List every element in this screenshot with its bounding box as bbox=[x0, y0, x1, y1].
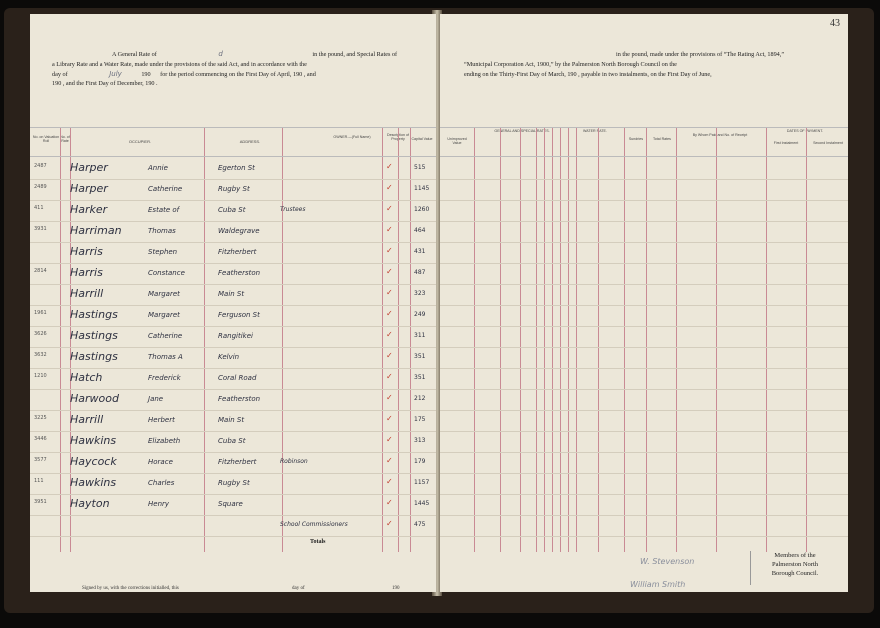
address: Featherston bbox=[218, 269, 261, 277]
column-header: WATER RATE. bbox=[583, 129, 607, 133]
right-page-header bbox=[464, 50, 840, 79]
occupier-firstname: Herbert bbox=[148, 416, 175, 424]
table-row bbox=[30, 200, 436, 222]
check-mark-icon: ✓ bbox=[386, 477, 393, 486]
page-number: 43 bbox=[830, 18, 840, 29]
occupier-surname: Hawkins bbox=[70, 476, 117, 489]
right-page bbox=[440, 14, 848, 592]
check-mark-icon: ✓ bbox=[386, 456, 393, 465]
row-number: 3951 bbox=[34, 499, 47, 505]
header-rule bbox=[440, 127, 848, 128]
address: Coral Road bbox=[218, 374, 257, 382]
table-row bbox=[30, 326, 436, 348]
column-header: Sundries bbox=[628, 137, 644, 141]
header-text: in the pound, made under the provisions of “The Rating Act, 1894,” bbox=[616, 51, 785, 58]
column-header: Description of Property bbox=[387, 133, 409, 141]
occupier-firstname: Estate of bbox=[148, 206, 180, 214]
occupier-firstname: Charles bbox=[148, 479, 175, 487]
column-header: Second Instalment bbox=[813, 141, 843, 145]
occupier-surname: Harris bbox=[70, 245, 103, 258]
check-mark-icon: ✓ bbox=[386, 330, 393, 339]
capital-value: 475 bbox=[414, 521, 426, 528]
capital-value: 249 bbox=[414, 311, 426, 318]
row-number: 2487 bbox=[34, 163, 47, 169]
address: Ferguson St bbox=[218, 311, 260, 319]
column-header: Total Rates bbox=[653, 137, 671, 141]
table-row bbox=[30, 305, 436, 327]
left-column-headers bbox=[30, 127, 436, 157]
table-row bbox=[440, 200, 848, 222]
left-page-header bbox=[52, 50, 432, 89]
totals-label: Totals bbox=[310, 539, 326, 545]
header-text: A General Rate of bbox=[112, 51, 157, 58]
occupier-firstname: Elizabeth bbox=[148, 437, 181, 445]
occupier-surname: Harker bbox=[70, 203, 108, 216]
table-row bbox=[30, 284, 436, 306]
capital-value: 1445 bbox=[414, 500, 430, 507]
occupier-firstname: Constance bbox=[148, 269, 185, 277]
column-header: OCCUPIER. bbox=[128, 139, 152, 144]
row-number: 1210 bbox=[34, 373, 47, 379]
header-rule bbox=[440, 156, 848, 157]
address: Fitzherbert bbox=[218, 458, 257, 466]
owner: Trustees bbox=[280, 206, 306, 213]
address: Waldegrave bbox=[218, 227, 260, 235]
address: Square bbox=[218, 500, 243, 508]
capital-value: 431 bbox=[414, 248, 426, 255]
left-page bbox=[30, 14, 437, 592]
row-number: 3626 bbox=[34, 331, 47, 337]
capital-value: 487 bbox=[414, 269, 426, 276]
capital-value: 179 bbox=[414, 458, 426, 465]
handwritten-month: July bbox=[109, 69, 122, 78]
capital-value: 464 bbox=[414, 227, 426, 234]
row-number: 411 bbox=[34, 205, 44, 211]
occupier-surname: Harris bbox=[70, 266, 103, 279]
capital-value: 351 bbox=[414, 353, 426, 360]
check-mark-icon: ✓ bbox=[386, 204, 393, 213]
check-mark-icon: ✓ bbox=[386, 414, 393, 423]
occupier-firstname: Jane bbox=[148, 395, 164, 403]
row-number: 2814 bbox=[34, 268, 47, 274]
row-number: 3577 bbox=[34, 457, 47, 463]
table-row bbox=[440, 179, 848, 201]
capital-value: 311 bbox=[414, 332, 426, 339]
table-row bbox=[440, 284, 848, 306]
table-row bbox=[30, 158, 436, 180]
check-mark-icon: ✓ bbox=[386, 393, 393, 402]
members-line: Borough Council. bbox=[771, 570, 819, 577]
header-rule bbox=[30, 127, 436, 128]
check-mark-icon: ✓ bbox=[386, 519, 393, 528]
column-header: ADDRESS. bbox=[239, 139, 261, 144]
address: Cuba St bbox=[218, 437, 246, 445]
header-text: , and bbox=[303, 70, 316, 78]
table-row bbox=[30, 242, 436, 264]
header-text: in the pound, and Special Rates of bbox=[312, 51, 398, 58]
occupier-surname: Harriman bbox=[70, 224, 122, 237]
table-row bbox=[440, 347, 848, 369]
occupier-firstname: Catherine bbox=[148, 185, 183, 193]
occupier-firstname: Annie bbox=[148, 164, 168, 172]
members-caption bbox=[750, 551, 839, 585]
row-rule bbox=[440, 536, 848, 537]
signed-text: day of bbox=[292, 586, 305, 591]
check-mark-icon: ✓ bbox=[386, 498, 393, 507]
table-row bbox=[30, 410, 436, 432]
header-text: for the period commencing on the First Day of April, 190 bbox=[160, 70, 303, 78]
table-row bbox=[30, 431, 436, 453]
column-header: Capital Value bbox=[411, 137, 433, 141]
capital-value: 1260 bbox=[414, 206, 430, 213]
table-row bbox=[440, 389, 848, 411]
occupier-firstname: Margaret bbox=[148, 290, 180, 298]
table-row bbox=[440, 326, 848, 348]
address: Rangitikei bbox=[218, 332, 253, 340]
row-number: 3931 bbox=[34, 226, 47, 232]
table-row bbox=[30, 179, 436, 201]
header-text: day of bbox=[52, 70, 68, 78]
column-header: First Instalment bbox=[773, 141, 799, 145]
table-row bbox=[440, 242, 848, 264]
check-mark-icon: ✓ bbox=[386, 183, 393, 192]
check-mark-icon: ✓ bbox=[386, 162, 393, 171]
header-text: “Municipal Corporation Act, 1900,” by the Palmerston North Borough Council on the bbox=[464, 60, 677, 68]
table-row bbox=[440, 221, 848, 243]
column-header: DATES OF PAYMENT. bbox=[786, 129, 824, 133]
owner: School Commissioners bbox=[280, 521, 348, 528]
table-row bbox=[30, 515, 436, 537]
column-header: By Whom Paid and No. of Receipt bbox=[692, 133, 748, 137]
signature: W. Stevenson bbox=[640, 557, 695, 566]
table-row bbox=[440, 305, 848, 327]
address: Cuba St bbox=[218, 206, 246, 214]
capital-value: 212 bbox=[414, 395, 426, 402]
capital-value: 1157 bbox=[414, 479, 430, 486]
handwritten-rate: d bbox=[218, 50, 223, 58]
header-text: 190 bbox=[141, 70, 151, 78]
table-row bbox=[30, 494, 436, 516]
signature: William Smith bbox=[630, 580, 686, 589]
table-row bbox=[440, 452, 848, 474]
column-header: GENERAL AND SPECIAL RATES. bbox=[494, 129, 550, 133]
row-number: 3225 bbox=[34, 415, 47, 421]
occupier-firstname: Margaret bbox=[148, 311, 180, 319]
occupier-surname: Harwood bbox=[70, 392, 119, 405]
capital-value: 313 bbox=[414, 437, 426, 444]
occupier-surname: Hawkins bbox=[70, 434, 117, 447]
row-number: 3446 bbox=[34, 436, 47, 442]
table-row bbox=[30, 473, 436, 495]
occupier-surname: Hastings bbox=[70, 329, 118, 342]
address: Rugby St bbox=[218, 479, 250, 487]
occupier-firstname: Frederick bbox=[148, 374, 181, 382]
owner: Robinson bbox=[280, 458, 308, 465]
occupier-surname: Harrill bbox=[70, 287, 104, 300]
address: Rugby St bbox=[218, 185, 250, 193]
address: Main St bbox=[218, 416, 245, 424]
occupier-surname: Hastings bbox=[70, 350, 118, 363]
check-mark-icon: ✓ bbox=[386, 372, 393, 381]
header-text: ending on the Thirty-First Day of March, 190 , payable in two instalments, on the First Day of June, bbox=[464, 70, 712, 78]
check-mark-icon: ✓ bbox=[386, 225, 393, 234]
members-line: Palmerston North bbox=[771, 561, 819, 568]
occupier-firstname: Horace bbox=[148, 458, 173, 466]
occupier-firstname: Henry bbox=[148, 500, 170, 508]
column-header: No. on Valuation Roll bbox=[32, 135, 60, 143]
members-line: Members of the bbox=[774, 552, 816, 559]
header-text: a Library Rate and a Water Rate, made under the provisions of the said Act, and in accordance with the bbox=[52, 60, 307, 68]
table-row bbox=[440, 410, 848, 432]
check-mark-icon: ✓ bbox=[386, 351, 393, 360]
check-mark-icon: ✓ bbox=[386, 435, 393, 444]
column-header: Unimproved Value bbox=[447, 137, 467, 145]
occupier-surname: Hayton bbox=[70, 497, 110, 510]
check-mark-icon: ✓ bbox=[386, 288, 393, 297]
address: Kelvin bbox=[218, 353, 240, 361]
signed-text: Signed by us, with the corrections initialled, this bbox=[82, 586, 179, 591]
header-text: 190 , and the First Day of December, 190 . bbox=[52, 80, 158, 88]
row-rule bbox=[30, 536, 436, 537]
row-number: 1961 bbox=[34, 310, 47, 316]
table-row bbox=[30, 347, 436, 369]
occupier-firstname: Catherine bbox=[148, 332, 183, 340]
check-mark-icon: ✓ bbox=[386, 267, 393, 276]
signed-text: 190 bbox=[392, 586, 400, 591]
right-column-headers bbox=[440, 127, 848, 157]
address: Fitzherbert bbox=[218, 248, 257, 256]
capital-value: 323 bbox=[414, 290, 426, 297]
occupier-surname: Harper bbox=[70, 182, 108, 195]
occupier-surname: Hatch bbox=[70, 371, 103, 384]
table-row bbox=[440, 368, 848, 390]
table-row bbox=[30, 452, 436, 474]
header-rule bbox=[30, 156, 436, 157]
capital-value: 1145 bbox=[414, 185, 430, 192]
check-mark-icon: ✓ bbox=[386, 309, 393, 318]
row-number: 3632 bbox=[34, 352, 47, 358]
capital-value: 351 bbox=[414, 374, 426, 381]
row-number: 111 bbox=[34, 478, 44, 484]
row-number: 2489 bbox=[34, 184, 47, 190]
table-row bbox=[440, 494, 848, 516]
occupier-surname: Hastings bbox=[70, 308, 118, 321]
table-row bbox=[30, 389, 436, 411]
column-header: OWNER.—(Full Name) bbox=[333, 135, 371, 139]
table-row bbox=[30, 221, 436, 243]
occupier-firstname: Thomas A bbox=[148, 353, 183, 361]
capital-value: 515 bbox=[414, 164, 426, 171]
occupier-surname: Harper bbox=[70, 161, 108, 174]
occupier-firstname: Thomas bbox=[148, 227, 176, 235]
table-row bbox=[440, 263, 848, 285]
table-row bbox=[440, 158, 848, 180]
address: Featherston bbox=[218, 395, 261, 403]
column-header: No. of Rate bbox=[60, 135, 70, 143]
table-row bbox=[440, 473, 848, 495]
table-row bbox=[440, 431, 848, 453]
address: Egerton St bbox=[218, 164, 255, 172]
table-row bbox=[30, 263, 436, 285]
table-row bbox=[30, 368, 436, 390]
table-row bbox=[440, 515, 848, 537]
occupier-firstname: Stephen bbox=[148, 248, 178, 256]
capital-value: 175 bbox=[414, 416, 426, 423]
check-mark-icon: ✓ bbox=[386, 246, 393, 255]
occupier-surname: Harrill bbox=[70, 413, 104, 426]
address: Main St bbox=[218, 290, 245, 298]
occupier-surname: Haycock bbox=[70, 455, 117, 468]
